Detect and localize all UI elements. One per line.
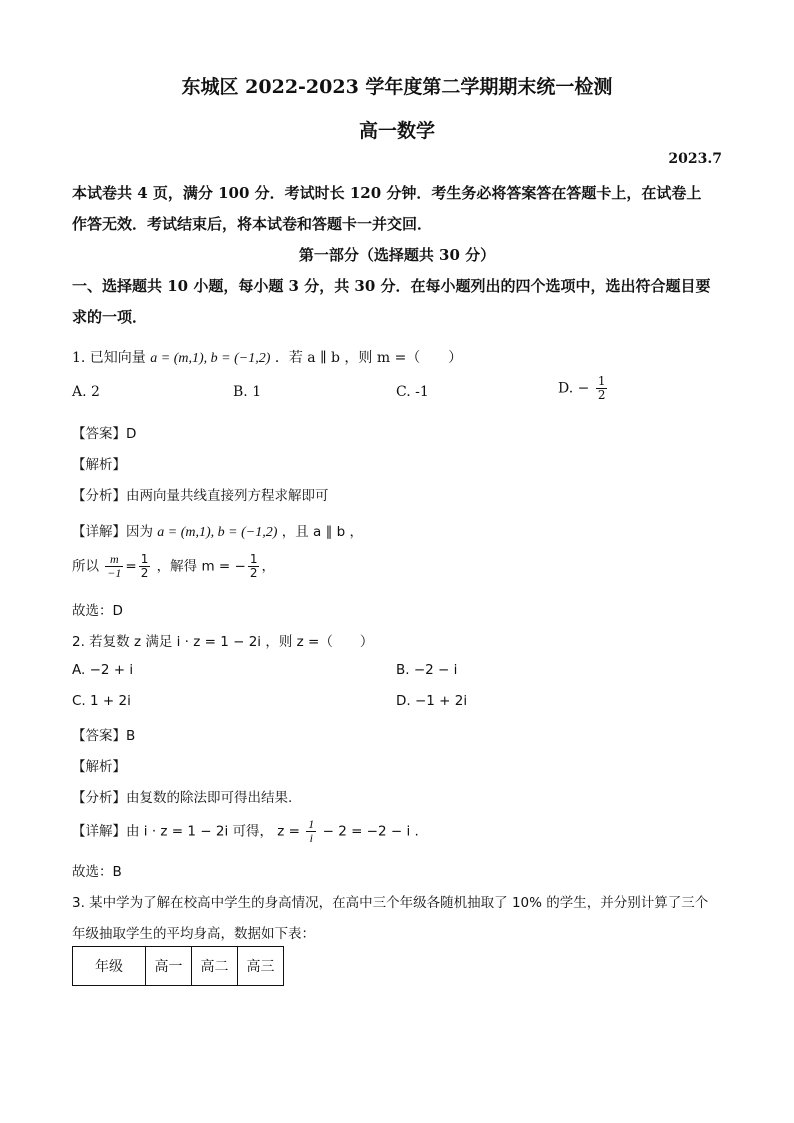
q2-option-a: A. −2 + i — [72, 662, 134, 678]
q1-analysis-label: 【解析】 — [72, 457, 126, 473]
exam-title: 东城区 2022-2023 学年度第二学期期末统一检测 — [181, 76, 613, 98]
q1-option-d-fraction: $\frac{1}{2}$ — [597, 374, 606, 402]
q1-option-b: B. 1 — [233, 384, 262, 400]
q2-detail: 【详解】由 i · z = 1 − 2i 可得， z = $\frac{1}{i}$ − 2 = −2 − i . — [72, 817, 419, 845]
exam-date: 2023.7 — [668, 151, 722, 167]
q2-option-b: B. −2 − i — [396, 662, 458, 678]
part1-desc-line-2: 求的一项． — [72, 308, 148, 326]
table-header-cell: 高一 — [146, 947, 192, 986]
grade-table — [72, 946, 284, 986]
q1-option-c: C. -1 — [396, 384, 429, 400]
q3-stem-line-1: 3. 某中学为了解在校高中学生的身高情况，在高中三个年级各随机抽取了 10% 的学生，并分别计算了三个 — [72, 895, 709, 911]
part1-title: 第一部分（选择题共 30 分） — [298, 246, 496, 264]
q2-fenxi: 【分析】由复数的除法即可得出结果. — [72, 790, 293, 806]
q2-option-d: D. −1 + 2i — [396, 693, 468, 709]
table-header-cell: 年级 — [73, 947, 146, 986]
q1-detail: 【详解】因为 a = (m,1), b = (−1,2) ，且 a ∥ b ， — [72, 524, 363, 540]
q2-choice: 故选：B — [72, 864, 122, 880]
q1-fenxi: 【分析】由两向量共线直接列方程求解即可 — [72, 488, 329, 504]
q1-answer: 【答案】D — [72, 426, 137, 442]
part1-desc-line-1: 一、选择题共 10 小题，每小题 3 分，共 30 分．在每小题列出的四个选项中，选出符合题目要 — [72, 277, 711, 295]
q1-choice: 故选：D — [72, 603, 123, 619]
table-header-cell: 高三 — [238, 947, 284, 986]
instructions-line-1: 本试卷共 4 页，满分 100 分．考试时长 120 分钟．考生务必将答案答在答题卡上，在试卷上 — [72, 184, 702, 202]
q1-option-d: D. − $\frac{1}{2}$ — [558, 374, 606, 402]
q1-solution: 所以 $\frac{m}{-1}$ = $\frac{1}{2}$ ，解得 m = − $\frac{1}{2}$ ， — [72, 552, 275, 580]
table-row — [73, 947, 284, 986]
q1-prefix: 1. 已知向量 — [72, 350, 146, 366]
q2-answer: 【答案】B — [72, 728, 136, 744]
q2-option-c: C. 1 + 2i — [72, 693, 131, 709]
q1-condition: ．若 a ∥ b ，则 m =（ ） — [274, 350, 463, 366]
q2-analysis-label: 【解析】 — [72, 759, 126, 775]
q3-stem-line-2: 年级抽取学生的平均身高，数据如下表： — [72, 926, 315, 942]
q1-option-a: A. 2 — [72, 384, 100, 400]
table-header-cell: 高二 — [192, 947, 238, 986]
q1-stem — [72, 347, 462, 367]
exam-subtitle: 高一数学 — [358, 120, 435, 142]
q2-stem: 2. 若复数 z 满足 i · z = 1 − 2i ，则 z =（ ） — [72, 634, 374, 650]
q1-vectors: a = (m,1), b = (−1,2) — [150, 351, 271, 366]
instructions-line-2: 作答无效．考试结束后，将本试卷和答题卡一并交回． — [72, 215, 433, 233]
